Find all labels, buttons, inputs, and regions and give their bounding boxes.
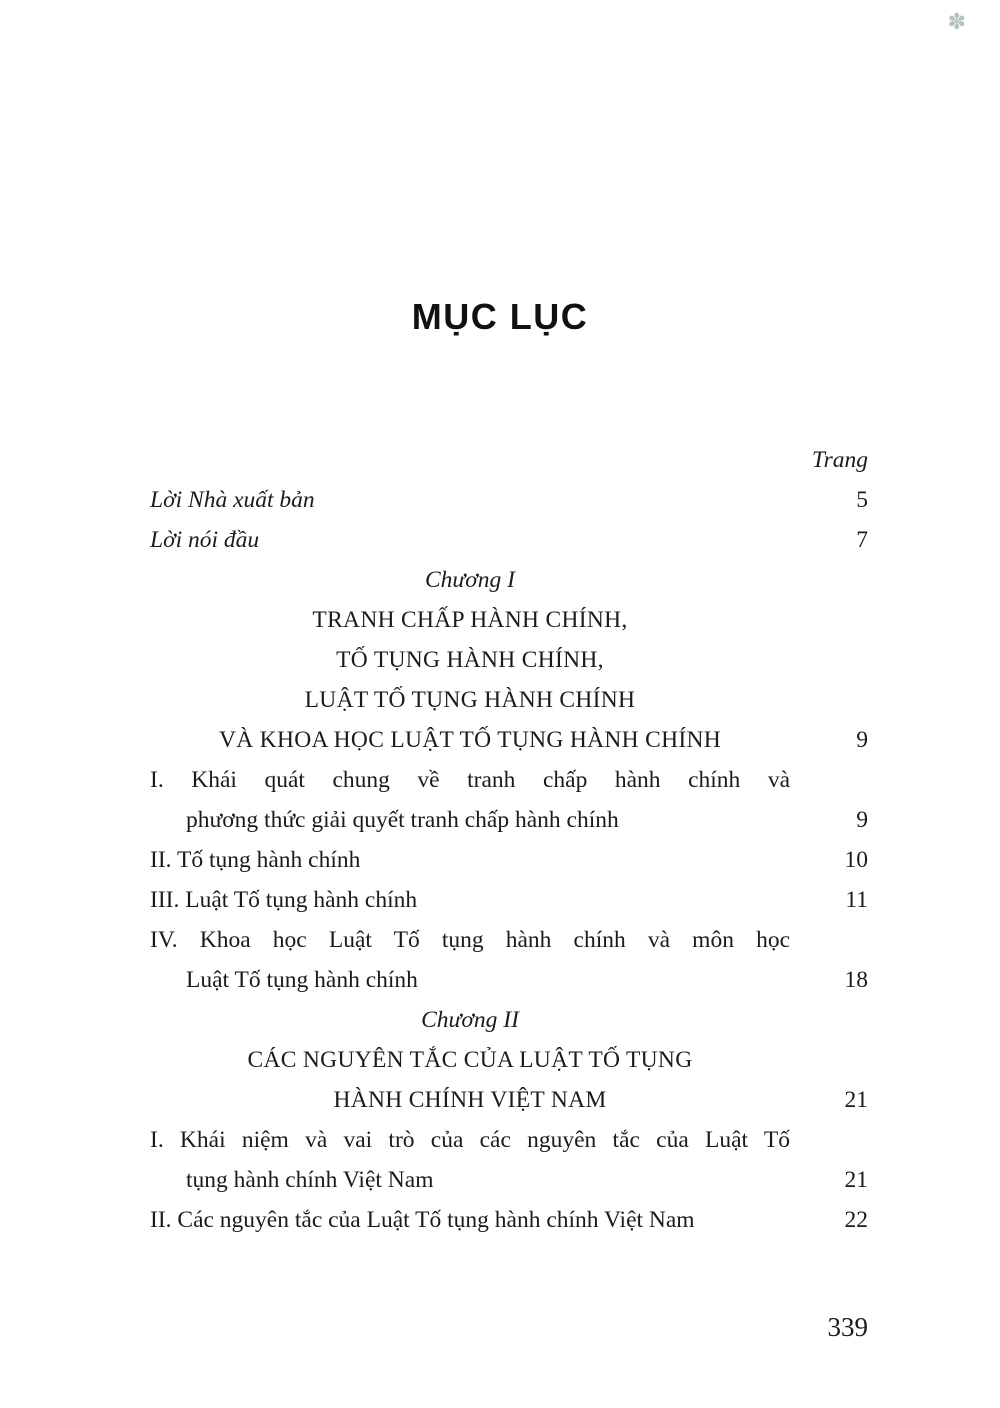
chapter-title-text: TRANH CHẤP HÀNH CHÍNH, — [312, 607, 628, 633]
toc-entry-text: tụng hành chính Việt Nam — [186, 1167, 434, 1193]
toc-entry-text: Lời Nhà xuất bản — [150, 487, 315, 513]
chapter-label-text: Chương I — [425, 567, 515, 593]
chapter-label — [150, 1000, 868, 1040]
toc-entry — [150, 920, 868, 960]
toc-entry-page: 21 — [844, 1167, 868, 1193]
chapter-title-text: CÁC NGUYÊN TẮC CỦA LUẬT TỐ TỤNG — [247, 1047, 693, 1073]
chapter-title-line — [150, 1080, 868, 1120]
toc-entry — [150, 1200, 868, 1240]
toc-entry-text: I. Khái quát chung về tranh chấp hành chính và — [150, 767, 790, 793]
page-title: MỤC LỤC — [411, 296, 589, 337]
chapter-title-text: LUẬT TỐ TỤNG HÀNH CHÍNH — [304, 687, 636, 713]
chapter-title-text: VÀ KHOA HỌC LUẬT TỐ TỤNG HÀNH CHÍNH — [218, 727, 722, 753]
toc-entry-continuation — [150, 800, 868, 840]
chapter-label — [150, 560, 868, 600]
chapter-title-line — [150, 640, 868, 680]
toc-entry — [150, 520, 868, 560]
toc-entry-page: 10 — [844, 847, 868, 873]
chapter-title-line — [150, 600, 868, 640]
toc-entry-text: phương thức giải quyết tranh chấp hành chính — [186, 807, 619, 833]
toc-entry-page: 11 — [845, 887, 868, 913]
toc-entry-text: III. Luật Tố tụng hành chính — [150, 887, 418, 913]
chapter-label-text: Chương II — [421, 1007, 519, 1033]
toc-entry — [150, 480, 868, 520]
toc-entry-text: II. Tố tụng hành chính — [150, 847, 361, 873]
toc-entry-page: 9 — [856, 807, 868, 833]
toc-entry-continuation — [150, 960, 868, 1000]
toc-entry — [150, 840, 868, 880]
toc-entry-text: Lời nói đầu — [150, 527, 260, 553]
toc-entry-text: Luật Tố tụng hành chính — [186, 967, 418, 993]
chapter-title-text: HÀNH CHÍNH VIỆT NAM — [333, 1087, 607, 1113]
toc-entry-text: I. Khái niệm và vai trò của các nguyên tắc của Luật Tố — [150, 1127, 790, 1153]
toc-entry-text: IV. Khoa học Luật Tố tụng hành chính và môn học — [150, 927, 790, 953]
toc-entry-page: 7 — [856, 527, 868, 553]
toc-entry — [150, 880, 868, 920]
page-column-header: Trang — [811, 447, 868, 473]
footer-page-number: 339 — [827, 1312, 868, 1342]
toc-entry — [150, 1120, 868, 1160]
toc-entry — [150, 760, 868, 800]
toc-entry-page: 18 — [844, 967, 868, 993]
table-of-contents — [150, 440, 868, 1240]
chapter-title-line — [150, 680, 868, 720]
toc-entry-page: 21 — [844, 1087, 868, 1113]
toc-entry-page: 9 — [856, 727, 868, 753]
toc-entry-page: 5 — [856, 487, 868, 513]
flower-icon: ✽ — [947, 10, 966, 35]
toc-entry-continuation — [150, 1160, 868, 1200]
chapter-title-text: TỐ TỤNG HÀNH CHÍNH, — [336, 647, 604, 673]
toc-entry-page: 22 — [844, 1207, 868, 1233]
chapter-title-line — [150, 1040, 868, 1080]
chapter-title-line — [150, 720, 868, 760]
toc-entry-text: II. Các nguyên tắc của Luật Tố tụng hành chính Việt Nam — [150, 1207, 695, 1233]
